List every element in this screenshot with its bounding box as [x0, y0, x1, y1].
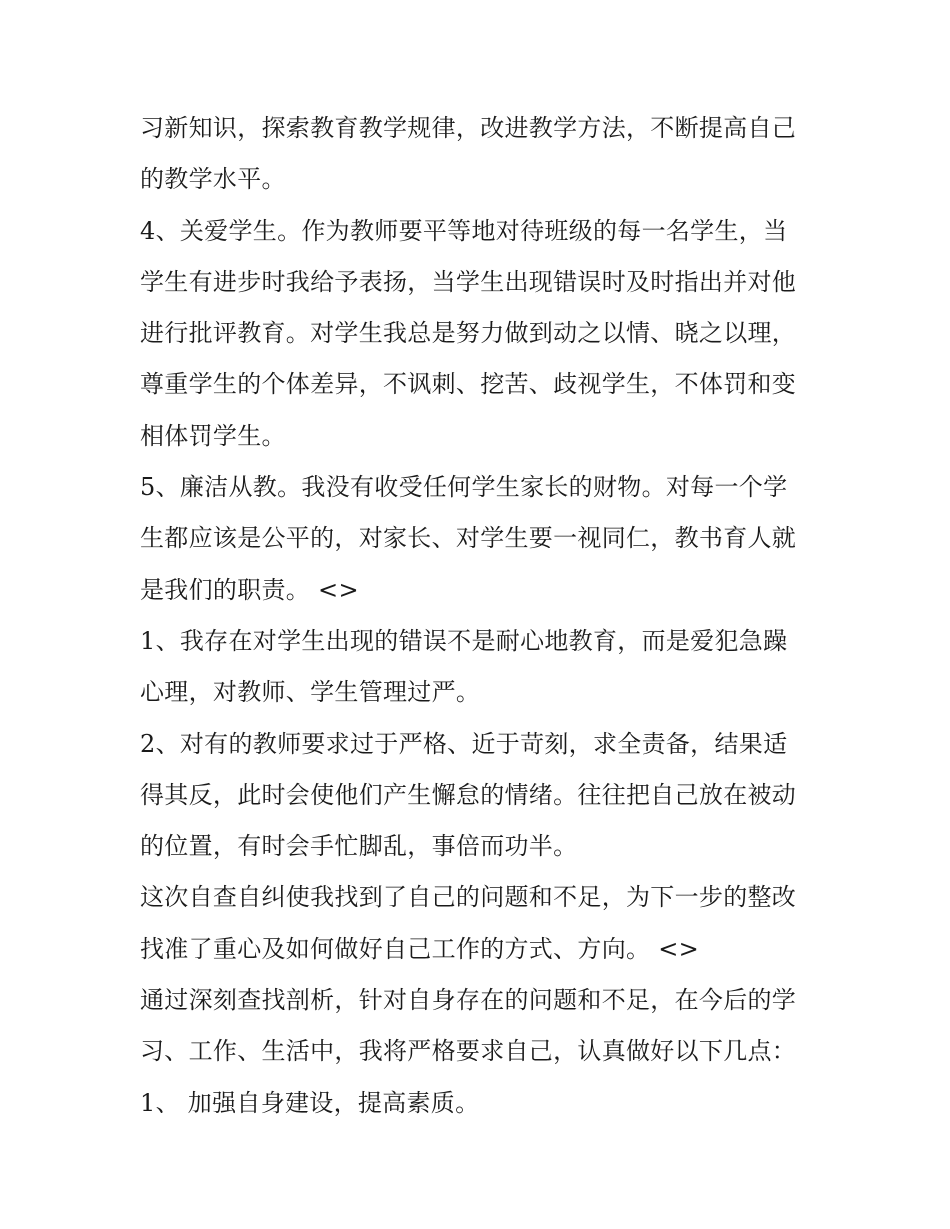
text-line: 4、关爱学生。作为教师要平等地对待班级的每一名学生，当 [140, 216, 788, 245]
text-line: 进行批评教育。对学生我总是努力做到动之以情、晓之以理， [140, 319, 797, 348]
text-line: 相体罚学生。 [140, 421, 286, 450]
text-line: 的教学水平。 [140, 165, 286, 194]
text-line: 是我们的职责。 <> [140, 575, 359, 604]
text-line: 这次自查自纠使我找到了自己的问题和不足，为下一步的整改 [140, 883, 797, 912]
text-line: 通过深刻查找剖析，针对自身存在的问题和不足，在今后的学 [140, 986, 797, 1015]
text-line: 1、我存在对学生出现的错误不是耐心地教育，而是爱犯急躁 [140, 626, 788, 655]
text-line: 的位置，有时会手忙脚乱，事倍而功半。 [140, 832, 578, 861]
text-line: 1、 加强自身建设，提高素质。 [140, 1088, 480, 1117]
text-line: 学生有进步时我给予表扬，当学生出现错误时及时指出并对他 [140, 267, 797, 296]
document-body [140, 103, 830, 1129]
text-line: 心理，对教师、学生管理过严。 [140, 678, 481, 707]
text-line: 2、对有的教师要求过于严格、近于苛刻，求全责备，结果适 [140, 729, 788, 758]
text-line: 生都应该是公平的，对家长、对学生要一视同仁，教书育人就 [140, 524, 797, 553]
text-line: 得其反，此时会使他们产生懈怠的情绪。往往把自己放在被动 [140, 780, 797, 809]
text-line: 5、廉洁从教。我没有收受任何学生家长的财物。对每一个学 [140, 473, 788, 502]
text-line: 习新知识，探索教育教学规律，改进教学方法，不断提高自己 [140, 114, 797, 142]
text-line: 尊重学生的个体差异，不讽刺、挖苦、歧视学生，不体罚和变 [140, 370, 797, 399]
text-line: 习、工作、生活中，我将严格要求自己，认真做好以下几点： [140, 1037, 797, 1066]
text-line: 找准了重心及如何做好自己工作的方式、方向。 <> [140, 934, 700, 963]
